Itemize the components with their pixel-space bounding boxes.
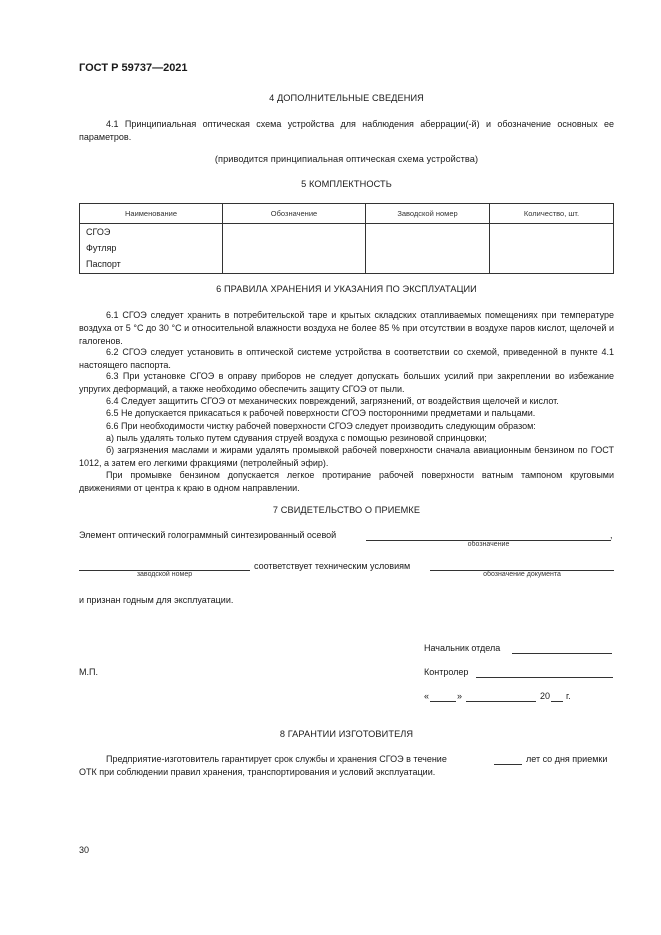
section-4-paragraph: 4.1 Принципиальная оптическая схема устройства для наблюдения аберрации(-й) и обозначение основных ее параметров. [79,119,614,142]
conforms-label: соответствует техническим условиям [254,561,411,571]
designation-comma: , [610,530,613,540]
element-label: Элемент оптический голограммный синтезированный осевой [79,530,337,540]
paragraph-6-2: 6.2 СГОЭ следует установить в оптической системе устройства в соответствии со схемой, приведенной в пункте 4.1 настоящего паспорта. [79,347,614,370]
paragraph-6-4: 6.4 Следует защитить СГОЭ от механических повреждений, загрязнений, от воздействия щелочей и кислот. [106,396,559,406]
paragraph-6-1: 6.1 СГОЭ следует хранить в потребительской таре и крытых складских отапливаемых помещениях при температуре воздуха от 5 °С до 30 °С и относительной влажности воздуха не более 85 % при отсутствии в воздухе паров кислот, щелочей и галогенов. [79,310,614,346]
serial-cell [366,224,490,274]
completeness-table [79,203,614,274]
section-5-title: 5 КОМПЛЕКТНОСТЬ [301,179,392,189]
date-day-line [430,701,456,702]
controller-label: Контролер [424,667,469,677]
col-header-name: Наименование [80,204,223,224]
col-header-serial: Заводской номер [366,204,490,224]
standard-header: ГОСТ Р 59737—2021 [79,62,188,74]
warranty-text-second-line: ОТК при соблюдении правил хранения, транспортирования и условий эксплуатации. [79,767,436,777]
section-4-note: (приводится принципиальная оптическая схема устройства) [214,154,479,164]
paragraph-6-6-b: б) загрязнения маслами и жирами удалять промывкой рабочей поверхности сначала авиационным бензином по ГОСТ 1012, а затем его легкими фракциями (петролейный эфир). [79,445,614,468]
designation-cell [223,224,366,274]
list-item: СГОЭ [86,227,111,237]
warranty-text-end: лет со дня приемки [526,754,608,764]
section-8-title: 8 ГАРАНТИИ ИЗГОТОВИТЕЛЯ [279,729,414,739]
controller-signature-line [476,677,613,678]
date-close-quote: » [457,691,463,701]
stamp-label: М.П. [79,667,98,677]
items-cell [80,224,223,274]
serial-caption: заводской номер [136,571,193,578]
document-caption: обозначение документа [483,571,561,578]
date-year-line [551,701,563,702]
list-item: Паспорт [86,259,121,269]
chief-signature-line [512,653,612,654]
date-month-line [466,701,536,702]
quantity-cell [490,224,614,274]
paragraph-6-6-a: а) пыль удалять только путем сдувания струей воздуха с помощью резиновой спринцовки; [106,433,487,443]
designation-caption: обозначение [467,541,510,548]
warranty-text-start: Предприятие-изготовитель гарантирует срок службы и хранения СГОЭ в течение [106,754,447,764]
section-7-title: 7 СВИДЕТЕЛЬСТВО О ПРИЕМКЕ [272,505,421,515]
date-year-suffix: г. [566,691,571,701]
paragraph-washing: При промывке бензином допускается легкое протирание рабочей поверхности ватным тампоном круговыми движениями от центра к краю в одном направлении. [79,470,614,493]
table-header-row [80,204,614,224]
warranty-term-line [494,764,522,765]
chief-label: Начальник отдела [424,643,501,653]
list-item: Футляр [86,243,117,253]
section-4-title: 4 ДОПОЛНИТЕЛЬНЫЕ СВЕДЕНИЯ [269,93,424,103]
section-6-title: 6 ПРАВИЛА ХРАНЕНИЯ И УКАЗАНИЯ ПО ЭКСПЛУАТАЦИИ [216,284,477,294]
col-header-quantity: Количество, шт. [490,204,614,224]
accepted-text: и признан годным для эксплуатации. [79,595,234,605]
date-year-prefix: 20 [540,691,551,701]
paragraph-6-6: 6.6 При необходимости чистку рабочей поверхности СГОЭ следует производить следующим образом: [106,421,536,431]
paragraph-6-3: 6.3 При установке СГОЭ в оправу приборов не следует допускать больших усилий при закреплении во избежание упругих деформаций, а также необходимо обеспечить защиту СГОЭ от пыли. [79,371,614,394]
page-number: 30 [79,845,90,855]
paragraph-6-5: 6.5 Не допускается прикасаться к рабочей поверхности СГОЭ посторонними предметами и пальцами. [106,408,536,418]
date-open-quote: « [424,691,430,701]
table-row [80,224,614,274]
col-header-designation: Обозначение [223,204,366,224]
